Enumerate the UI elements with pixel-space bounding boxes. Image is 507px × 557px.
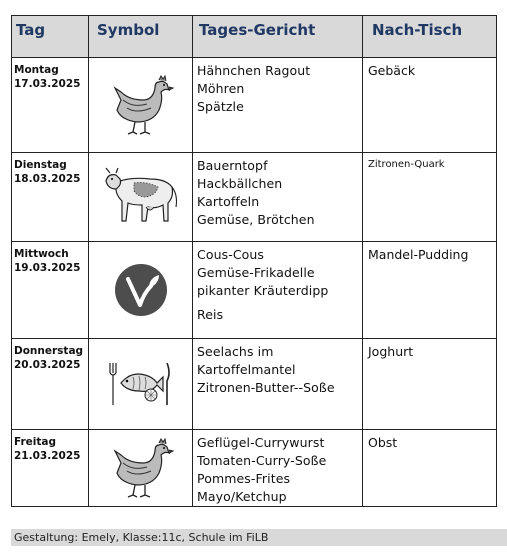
symbol-cell bbox=[89, 339, 193, 430]
chicken-icon bbox=[107, 437, 175, 499]
day-date: 20.03.2025 bbox=[14, 359, 81, 371]
table-row bbox=[12, 339, 497, 430]
day-date: 19.03.2025 bbox=[14, 262, 81, 274]
dish-line: Geflügel-Currywurst bbox=[197, 435, 325, 450]
day-date: 17.03.2025 bbox=[14, 78, 81, 90]
table-row bbox=[12, 153, 497, 242]
day-cell bbox=[12, 430, 89, 507]
dish-cell bbox=[193, 339, 363, 430]
day-date: 18.03.2025 bbox=[14, 173, 81, 185]
dessert-cell: Zitronen-Quark bbox=[363, 153, 497, 242]
header-tag: Tag bbox=[12, 16, 89, 58]
day-name: Dienstag bbox=[14, 159, 67, 171]
cow-icon bbox=[102, 163, 180, 231]
day-cell bbox=[12, 242, 89, 339]
day-date: 21.03.2025 bbox=[14, 450, 81, 462]
chicken-icon bbox=[107, 74, 175, 136]
day-name: Donnerstag bbox=[14, 345, 84, 357]
symbol-cell bbox=[89, 430, 193, 507]
fish-icon bbox=[105, 359, 177, 409]
vegetarian-icon bbox=[113, 262, 169, 318]
menu-table bbox=[11, 15, 497, 507]
footer-credit: Gestaltung: Emely, Klasse:11c, Schule im FiLB bbox=[11, 529, 507, 546]
dish-line: Hähnchen Ragout bbox=[197, 63, 311, 78]
dish-line: Tomaten-Curry-Soße bbox=[197, 453, 327, 468]
dish-line: pikanter Kräuterdipp bbox=[197, 283, 329, 298]
symbol-cell bbox=[89, 242, 193, 339]
dessert-cell: Joghurt bbox=[363, 339, 497, 430]
dish-line: Seelachs im bbox=[197, 344, 274, 359]
day-name: Freitag bbox=[14, 436, 57, 448]
dish-line: Spätzle bbox=[197, 99, 244, 114]
dessert-cell: Obst bbox=[363, 430, 497, 507]
table-row bbox=[12, 430, 497, 507]
dish-line: Pommes-Frites bbox=[197, 471, 291, 486]
table-row bbox=[12, 58, 497, 153]
dessert-cell: Gebäck bbox=[363, 58, 497, 153]
day-cell bbox=[12, 153, 89, 242]
dish-line: Gemüse-Frikadelle bbox=[197, 265, 315, 280]
day-cell bbox=[12, 58, 89, 153]
dish-cell bbox=[193, 153, 363, 242]
dessert-cell: Mandel-Pudding bbox=[363, 242, 497, 339]
day-name: Mittwoch bbox=[14, 248, 69, 260]
table-row bbox=[12, 242, 497, 339]
header-row bbox=[12, 16, 497, 58]
dish-line: Möhren bbox=[197, 81, 245, 96]
header-nachtisch: Nach-Tisch bbox=[363, 16, 497, 58]
dish-line: Hackbällchen bbox=[197, 176, 283, 191]
header-symbol: Symbol bbox=[89, 16, 193, 58]
dish-line: Kartoffeln bbox=[197, 194, 260, 209]
dish-line: Bauerntopf bbox=[197, 158, 268, 173]
dish-line: Cous-Cous bbox=[197, 247, 265, 262]
dish-line: Mayo/Ketchup bbox=[197, 489, 287, 504]
dish-line: Gemüse, Brötchen bbox=[197, 212, 315, 227]
header-gericht: Tages-Gericht bbox=[193, 16, 363, 58]
dish-cell bbox=[193, 242, 363, 339]
day-name: Montag bbox=[14, 64, 59, 76]
dish-cell bbox=[193, 58, 363, 153]
dish-cell bbox=[193, 430, 363, 507]
dish-line: Kartoffelmantel bbox=[197, 362, 296, 377]
symbol-cell bbox=[89, 153, 193, 242]
symbol-cell bbox=[89, 58, 193, 153]
dish-line: Reis bbox=[197, 307, 224, 322]
day-cell bbox=[12, 339, 89, 430]
dish-line: Zitronen-Butter--Soße bbox=[197, 380, 335, 395]
